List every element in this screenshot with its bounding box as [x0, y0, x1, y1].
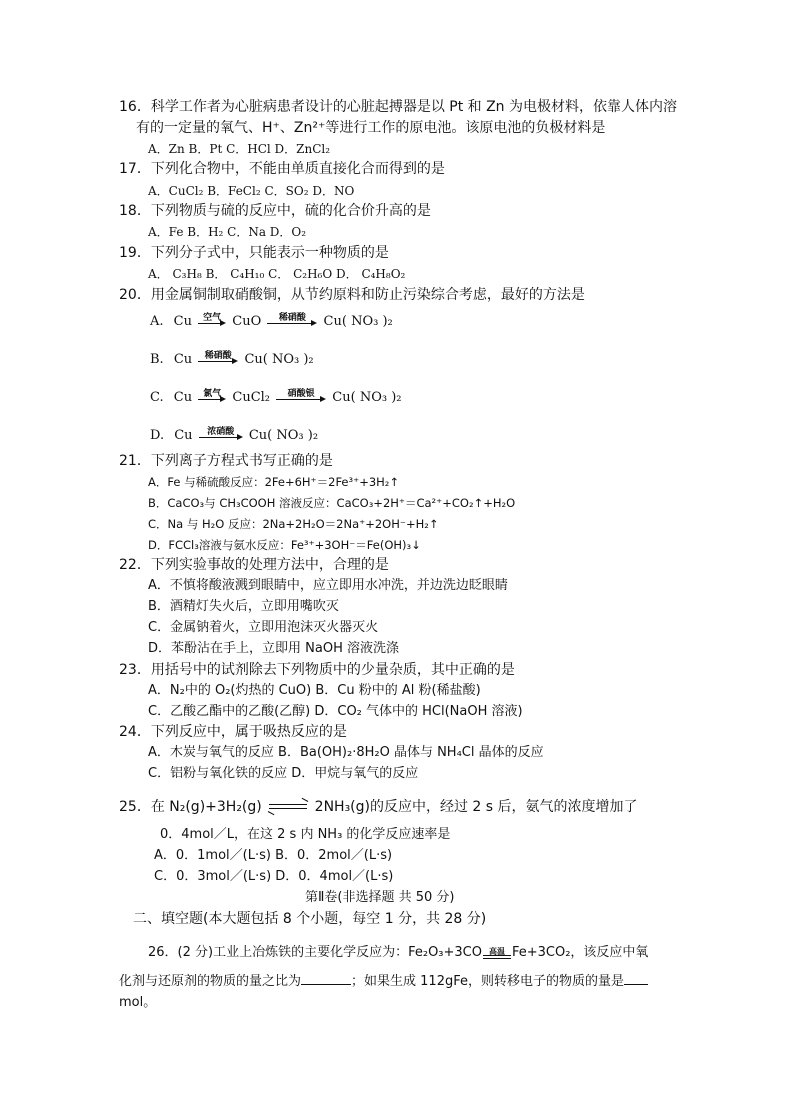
q20-option-d	[150, 426, 318, 446]
q20-a-label: A.	[150, 314, 164, 329]
q20-b-end: Cu( NO₃ )₂	[244, 352, 314, 367]
q20-d-label: D.	[150, 428, 165, 443]
q16-line2: 有的一定量的氧气、H⁺、Zn²⁺等进行工作的原电池。该原电池的负极材料是	[136, 120, 606, 136]
condition-label: 高温	[488, 947, 505, 956]
reaction-arrow	[198, 350, 238, 370]
q20-c-label: C.	[150, 390, 164, 405]
q25-stem-b: 2NH₃(g)的反应中，经过 2 s 后，氨气的浓度增加了	[314, 799, 638, 815]
q25-options-ab: A．0．1mol／(L·s) B．0．2mol／(L·s)	[154, 848, 393, 863]
q26-line1-b: Fe+3CO₂，该反应中氧	[511, 945, 649, 960]
q26-line3: mol。	[119, 995, 157, 1010]
answer-blank	[301, 972, 351, 985]
q26-line2	[119, 972, 648, 991]
q25-line2: 0．4mol／L，在这 2 s 内 NH₃ 的化学反应速率是	[160, 827, 451, 842]
q22-option-c: C．金属钠着火，立即用泡沫灭火器灭火	[148, 620, 379, 635]
q20-a-mid: CuO	[232, 314, 262, 329]
q25-stem-a: 25．在 N₂(g)+3H₂(g)	[119, 799, 262, 815]
q20-option-b	[150, 350, 314, 370]
section2-title: 第Ⅱ卷(非选择题 共 50 分)	[305, 890, 455, 905]
q23-options-cd: C．乙酸乙酯中的乙酸(乙醇) D．CO₂ 气体中的 HCl(NaOH 溶液)	[148, 704, 523, 719]
q26-line2-a: 化剂与还原剂的物质的量之比为	[119, 974, 302, 989]
q18-options: A．Fe B．H₂ C．Na D．O₂	[148, 225, 307, 239]
arrow-label: 稀硝酸	[278, 313, 306, 323]
q26-line1	[148, 944, 648, 962]
q20-b-start: Cu	[173, 352, 193, 367]
q21-option-c: C．Na 与 H₂O 反应：2Na+2H₂O＝2Na⁺+2OH⁻+H₂↑	[148, 517, 439, 531]
reaction-arrow	[276, 388, 326, 408]
q21-stem: 21．下列离子方程式书写正确的是	[119, 453, 333, 469]
arrow-label: 氯气	[203, 389, 222, 399]
q24-options-ab: A．木炭与氧气的反应 B．Ba(OH)₂·8H₂O 晶体与 NH₄Cl 晶体的反应	[148, 745, 544, 760]
q20-option-c	[150, 388, 401, 408]
q20-b-label: B.	[150, 352, 164, 367]
q20-c-end: Cu( NO₃ )₂	[332, 390, 402, 405]
q16-line1: 16．科学工作者为心脏病患者设计的心脏起搏器是以 Pt 和 Zn 为电极材料，依靠人体内溶	[119, 99, 678, 115]
q20-a-end: Cu( NO₃ )₂	[323, 314, 393, 329]
q26-line1-a: 26．(2 分)工业上冶炼铁的主要化学反应为：Fe₂O₃+3CO	[148, 945, 482, 960]
reaction-arrow	[199, 426, 243, 446]
q22-option-a: A．不慎将酸液溅到眼睛中，应立即用水冲洗，并边洗边眨眼睛	[148, 578, 508, 593]
section2-part: 二、填空题(本大题包括 8 个小题，每空 1 分，共 28 分)	[133, 911, 487, 927]
q24-options-cd: C．铝粉与氧化铁的反应 D．甲烷与氧气的反应	[148, 766, 419, 781]
q17-stem: 17．下列化合物中，不能由单质直接化合而得到的是	[119, 161, 445, 177]
q20-a-start: Cu	[173, 314, 192, 329]
answer-blank	[624, 972, 648, 985]
q24-stem: 24．下列反应中，属于吸热反应的是	[119, 724, 347, 740]
q19-stem: 19．下列分子式中，只能表示一种物质的是	[119, 245, 389, 261]
arrow-label: 浓硝酸	[207, 427, 235, 437]
q25-stem	[119, 798, 638, 816]
q23-options-ab: A．N₂中的 O₂(灼热的 CuO) B．Cu 粉中的 Al 粉(稀盐酸)	[148, 683, 481, 698]
q21-option-b: B．CaCO₃与 CH₃COOH 溶液反应：CaCO₃+2H⁺＝Ca²⁺+CO₂↑+H₂O	[148, 496, 516, 510]
q21-option-a: A．Fe 与稀硫酸反应：2Fe+6H⁺＝2Fe³⁺+3H₂↑	[148, 475, 400, 489]
q20-d-start: Cu	[174, 428, 193, 443]
q16-options: A．Zn B．Pt C．HCl D．ZnCl₂	[148, 142, 331, 156]
q17-options: A．CuCl₂ B．FeCl₂ C．SO₂ D．NO	[148, 184, 355, 198]
q21-option-d: D．FCCl₃溶液与氨水反应：Fe³⁺+3OH⁻＝Fe(OH)₃↓	[148, 538, 421, 552]
q19-options: A． C₃H₈ B． C₄H₁₀ C． C₂H₆O D． C₄H₈O₂	[148, 267, 406, 281]
q22-option-d: D．苯酚沾在手上，立即用 NaOH 溶液洗涤	[148, 641, 399, 656]
q25-options-cd: C．0．3mol／(L·s) D．0．4mol／(L·s)	[154, 869, 394, 884]
q20-stem: 20．用金属铜制取硝酸铜，从节约原料和防止污染综合考虑，最好的方法是	[119, 287, 585, 303]
q22-stem: 22．下列实验事故的处理方法中，合理的是	[119, 557, 389, 573]
arrow-label: 稀硝酸	[204, 351, 232, 361]
q20-c-start: Cu	[173, 390, 193, 405]
arrow-label: 空气	[203, 313, 222, 323]
q26-line2-b: ；如果生成 112gFe，则转移电子的物质的量是	[351, 974, 624, 989]
q20-option-a	[150, 312, 393, 332]
equilibrium-arrow-icon	[269, 800, 307, 814]
reaction-arrow	[267, 312, 317, 332]
q18-stem: 18．下列物质与硫的反应中，硫的化合价升高的是	[119, 203, 431, 219]
arrow-label: 硝酸银	[287, 389, 315, 399]
q20-d-end: Cu( NO₃ )₂	[248, 428, 319, 443]
high-temp-condition	[483, 946, 511, 962]
q23-stem: 23．用括号中的试剂除去下列物质中的少量杂质，其中正确的是	[119, 662, 515, 678]
q22-option-b: B．酒精灯失火后，立即用嘴吹灭	[148, 599, 339, 614]
reaction-arrow	[198, 312, 226, 332]
q20-c-mid: CuCl₂	[232, 390, 271, 405]
reaction-arrow	[198, 388, 226, 408]
